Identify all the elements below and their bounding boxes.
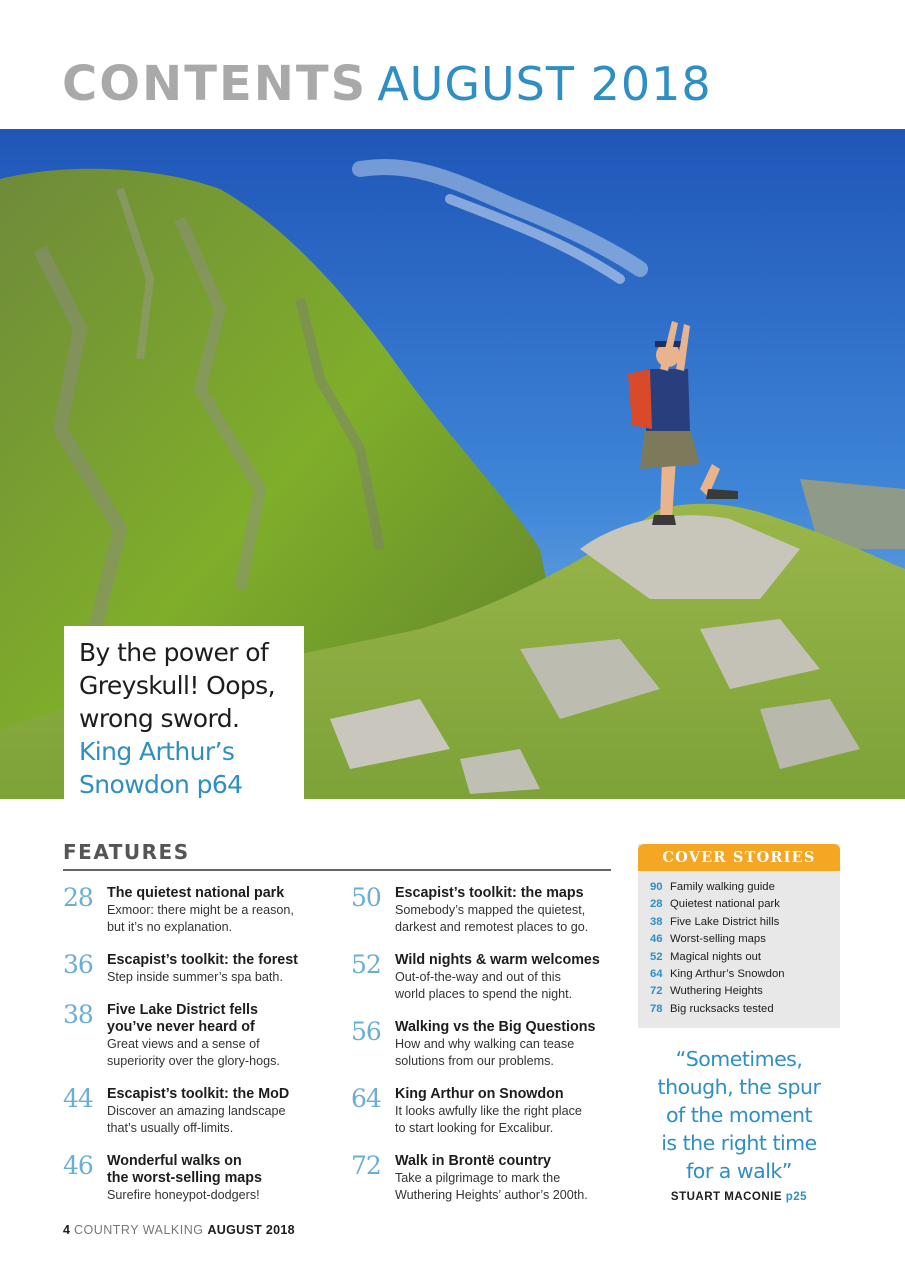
cover-story-page: 72 bbox=[650, 985, 663, 998]
cover-story-label: Big rucksacks tested bbox=[670, 1002, 774, 1015]
feature-description: Somebody’s mapped the quietest, bbox=[395, 903, 586, 917]
cover-story-item[interactable] bbox=[650, 879, 840, 896]
caption-link-line[interactable]: King Arthur’s bbox=[79, 737, 235, 766]
cover-story-label: Five Lake District hills bbox=[670, 915, 780, 928]
caption-line: wrong sword. bbox=[79, 704, 240, 733]
caption-link-line[interactable]: Snowdon p64 bbox=[79, 770, 243, 799]
feature-title: Five Lake District fells bbox=[107, 1002, 258, 1018]
features-heading: FEATURES bbox=[63, 840, 190, 864]
pull-quote bbox=[638, 1045, 840, 1203]
feature-title: Escapist’s toolkit: the forest bbox=[107, 952, 298, 968]
page-header bbox=[62, 56, 712, 116]
feature-title: Wonderful walks on bbox=[107, 1153, 242, 1169]
cover-story-page: 52 bbox=[650, 950, 663, 963]
feature-description: darkest and remotest places to go. bbox=[395, 920, 589, 934]
footer-page-number: 4 bbox=[63, 1223, 70, 1237]
feature-description: Great views and a sense of bbox=[107, 1037, 260, 1051]
feature-description: How and why walking can tease bbox=[395, 1037, 575, 1051]
cover-story-page: 78 bbox=[650, 1002, 663, 1015]
feature-page-number: 46 bbox=[63, 1151, 93, 1180]
cover-story-item[interactable] bbox=[650, 931, 840, 948]
caption-line: By the power of bbox=[79, 638, 269, 667]
feature-page-number: 56 bbox=[351, 1017, 381, 1046]
page-footer bbox=[63, 1223, 295, 1237]
feature-title: the worst-selling maps bbox=[107, 1170, 262, 1186]
feature-title: Walk in Brontë country bbox=[395, 1153, 551, 1169]
feature-description: Wuthering Heights’ author’s 200th. bbox=[395, 1188, 588, 1202]
footer-issue: AUGUST 2018 bbox=[207, 1223, 295, 1237]
feature-page-number: 52 bbox=[351, 950, 381, 979]
cover-story-item[interactable] bbox=[650, 1001, 840, 1018]
feature-title: Walking vs the Big Questions bbox=[395, 1019, 596, 1035]
feature-page-number: 50 bbox=[351, 883, 381, 912]
feature-title: you’ve never heard of bbox=[107, 1019, 255, 1035]
feature-description: to start looking for Excalibur. bbox=[395, 1121, 554, 1135]
feature-page-number: 36 bbox=[63, 950, 93, 979]
feature-description: Exmoor: there might be a reason, bbox=[107, 903, 294, 917]
issue-date-heading: AUGUST 2018 bbox=[377, 57, 712, 111]
cover-story-item[interactable] bbox=[650, 896, 840, 913]
cover-stories-list bbox=[638, 871, 840, 1018]
cover-story-page: 38 bbox=[650, 915, 663, 928]
cover-caption bbox=[64, 626, 304, 800]
quote-line: is the right time bbox=[661, 1131, 817, 1155]
feature-description: world places to spend the night. bbox=[395, 987, 573, 1001]
cover-story-label: Quietest national park bbox=[670, 898, 780, 911]
feature-description: but it’s no explanation. bbox=[107, 920, 233, 934]
feature-description: Take a pilgrimage to mark the bbox=[395, 1171, 561, 1185]
cover-stories-box bbox=[638, 844, 840, 1028]
feature-page-number: 28 bbox=[63, 883, 93, 912]
features-divider bbox=[63, 869, 611, 871]
cover-story-item[interactable] bbox=[650, 914, 840, 931]
cover-stories-heading: COVER STORIES bbox=[638, 844, 840, 871]
feature-page-number: 44 bbox=[63, 1084, 93, 1113]
feature-description: Surefire honeypot-dodgers! bbox=[107, 1188, 260, 1202]
feature-description: Discover an amazing landscape bbox=[107, 1104, 286, 1118]
quote-page-link[interactable]: p25 bbox=[785, 1191, 808, 1203]
quote-line: of the moment bbox=[665, 1103, 813, 1127]
contents-heading: CONTENTS bbox=[62, 56, 368, 112]
cover-story-label: Wuthering Heights bbox=[670, 985, 763, 998]
cover-story-page: 28 bbox=[650, 898, 663, 911]
quote-attribution bbox=[638, 1191, 840, 1203]
cover-story-item[interactable] bbox=[650, 949, 840, 966]
feature-title: Wild nights & warm welcomes bbox=[395, 952, 600, 968]
caption-line: Greyskull! Oops, bbox=[79, 671, 275, 700]
cover-story-label: Worst-selling maps bbox=[670, 933, 766, 946]
feature-description: superiority over the glory-hogs. bbox=[107, 1054, 280, 1068]
footer-magazine-name: COUNTRY WALKING bbox=[73, 1223, 204, 1237]
feature-title: Escapist’s toolkit: the MoD bbox=[107, 1086, 290, 1102]
feature-title: Escapist’s toolkit: the maps bbox=[395, 885, 584, 901]
feature-page-number: 72 bbox=[351, 1151, 381, 1180]
cover-story-label: Magical nights out bbox=[670, 950, 762, 963]
feature-description: It looks awfully like the right place bbox=[395, 1104, 582, 1118]
cover-story-label: King Arthur’s Snowdon bbox=[670, 968, 785, 981]
quote-line: “Sometimes, bbox=[675, 1047, 803, 1071]
feature-title: The quietest national park bbox=[107, 885, 285, 901]
feature-description: Step inside summer’s spa bath. bbox=[107, 970, 283, 984]
quote-line: for a walk” bbox=[686, 1159, 792, 1183]
feature-description: that’s usually off-limits. bbox=[107, 1121, 234, 1135]
feature-description: solutions from our problems. bbox=[395, 1054, 554, 1068]
cover-story-page: 64 bbox=[650, 968, 663, 981]
cover-story-label: Family walking guide bbox=[670, 881, 775, 893]
feature-page-number: 64 bbox=[351, 1084, 381, 1113]
cover-story-item[interactable] bbox=[650, 983, 840, 1000]
feature-description: Out-of-the-way and out of this bbox=[395, 970, 561, 984]
quote-line: though, the spur bbox=[657, 1075, 821, 1099]
feature-page-number: 38 bbox=[63, 1000, 93, 1029]
feature-title: King Arthur on Snowdon bbox=[395, 1086, 564, 1102]
quote-author: STUART MACONIE bbox=[670, 1191, 783, 1203]
cover-story-item[interactable] bbox=[650, 966, 840, 983]
cover-story-page: 90 bbox=[650, 881, 663, 893]
cover-story-page: 46 bbox=[650, 933, 663, 946]
